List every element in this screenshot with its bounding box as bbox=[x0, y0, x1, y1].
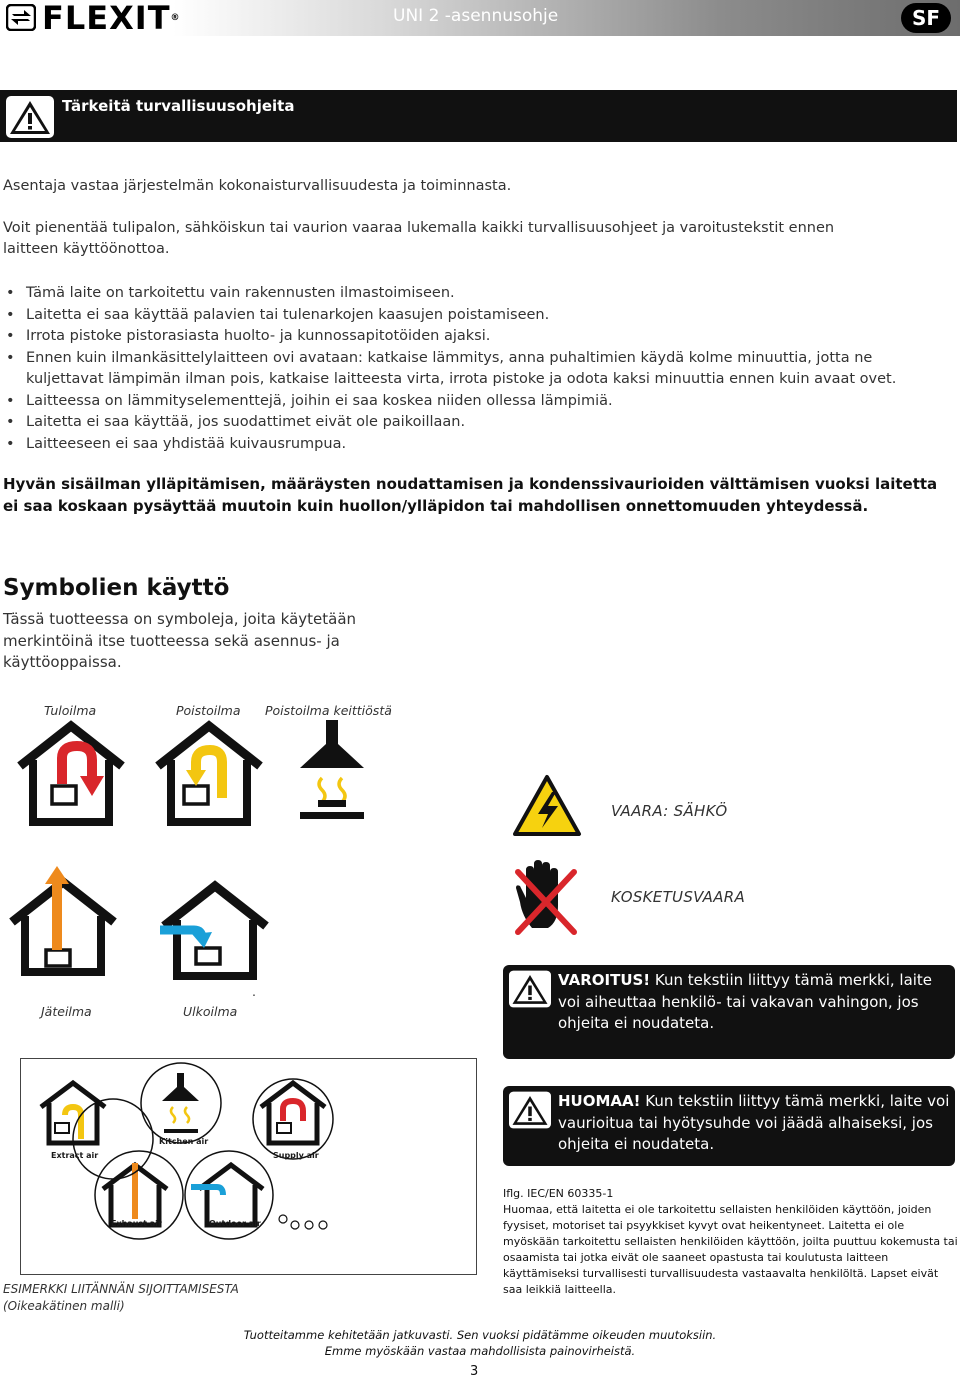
diagram-supply-label: Supply air bbox=[273, 1151, 319, 1160]
supply-air-house-icon bbox=[12, 720, 130, 830]
symbols-heading: Symbolien käyttö bbox=[3, 575, 230, 601]
diagram-exhaust-label: Exhaust air bbox=[111, 1219, 162, 1228]
warning-triangle-icon bbox=[6, 96, 54, 138]
exhaust-air-house-icon bbox=[4, 866, 122, 976]
notice-heading: HUOMAA! bbox=[558, 1092, 641, 1110]
list-item: • Laitetta ei saa käyttää, jos suodattimet eivät ole paikoillaan. bbox=[3, 412, 903, 434]
stray-dot: . bbox=[252, 984, 256, 999]
document-title: UNI 2 -asennusohje bbox=[393, 6, 559, 26]
footer-line-1: Tuotteitamme kehitetään jatkuvasti. Sen vuoksi pidätämme oikeuden muutoksiin. bbox=[243, 1328, 717, 1342]
safety-bullet-list bbox=[3, 283, 903, 455]
warning-triangle-icon bbox=[509, 970, 551, 1008]
safety-paragraph-2: Voit pienentää tulipalon, sähköiskun tai vaurion vaaraa lukemalla kaikki turvallisuusohjeet ja varoitustekstit ennen laitteen käyttöönottoa. bbox=[3, 220, 835, 257]
iec-text: Huomaa, että laitetta ei ole tarkoitettu sellaisten henkilöiden käyttöön, joiden fyysiset, motoriset tai psyykkiset kyvyt ovat heikentyneet. Laitetta ei ole myöskään tarkoitettu sellaisten henkilöiden käyttöön, joilta puuttuu kokemusta tai osaamista tai jotka eivät ole saaneet opastusta tai koulutusta laitteen käyttämiseksi turvallisesti turvallisuudesta vastaavalta henkilöltä. Lapset eivät saa leikkiä laitteella. bbox=[503, 1203, 958, 1296]
electric-hazard-icon bbox=[512, 774, 582, 838]
touch-hazard-label: KOSKETUSVAARA bbox=[611, 888, 746, 906]
no-touch-hand-icon bbox=[512, 856, 582, 936]
warning-heading: VAROITUS! bbox=[558, 971, 651, 989]
outdoor-air-label: Ulkoilma bbox=[183, 1004, 238, 1019]
diagram-caption: ESIMERKKI LIITÄNNÄN SIJOITTAMISESTA bbox=[3, 1282, 239, 1296]
iec-note bbox=[503, 1186, 958, 1298]
extract-air-label: Poistoilma bbox=[176, 703, 241, 718]
kitchen-air-label: Poistoilma keittiöstä bbox=[265, 703, 392, 718]
electric-hazard-label: VAARA: SÄHKÖ bbox=[611, 802, 728, 820]
notice-triangle-icon bbox=[509, 1091, 551, 1129]
list-item: • Ennen kuin ilmankäsittelylaitteen ovi avataan: katkaise lämmitys, anna puhaltimien käydä kolme minuuttia, jotta ne kuljettavat lämpimän ilman pois, katkaise laitteesta virta, irrota pistoke ja odota kaksi minuuttia ennen kuin avaat ovet. bbox=[3, 348, 903, 391]
footer-line-2: Emme myöskään vastaa mahdollisista painovirheistä. bbox=[324, 1344, 636, 1358]
list-item: • Laitetta ei saa käyttää palavien tai tulenarkojen kaasujen poistamiseen. bbox=[3, 305, 903, 327]
diagram-outdoor-label: Outdoor air bbox=[209, 1219, 261, 1228]
safety-title: Tärkeitä turvallisuusohjeita bbox=[62, 97, 295, 115]
page-footer bbox=[200, 1327, 760, 1359]
registered-mark: ® bbox=[170, 13, 181, 23]
supply-air-label: Tuloilma bbox=[44, 703, 97, 718]
list-item: • Tämä laite on tarkoitettu vain rakennusten ilmastoimiseen. bbox=[3, 283, 903, 305]
connection-diagram bbox=[20, 1058, 477, 1275]
symbols-intro: Tässä tuotteessa on symboleja, joita käytetään merkintöinä itse tuotteessa sekä asennus- ja käyttöoppaissa. bbox=[3, 610, 357, 671]
list-item: • Laitteessa on lämmityselementtejä, joihin ei saa koskea niiden ollessa lämpimiä. bbox=[3, 391, 903, 413]
important-note: Hyvän sisäilman ylläpitämisen, määräysten noudattamisen ja kondenssivaurioiden välttämisen vuoksi laitetta ei saa koskaan pysäyttää muutoin kuin huollon/ylläpidon tai mahdollisen onnettomuuden yhteydessä. bbox=[3, 475, 938, 515]
diagram-kitchen-label: Kitchen air bbox=[159, 1137, 209, 1146]
extract-air-house-icon bbox=[150, 720, 268, 830]
diagram-houses-icon bbox=[21, 1059, 476, 1274]
brand-logo-text: FLEXIT® bbox=[42, 0, 181, 37]
flexit-logo-icon bbox=[6, 4, 36, 31]
iec-heading: Iflg. IEC/EN 60335-1 bbox=[503, 1187, 614, 1200]
notice-body: Kun tekstiin liittyy tämä merkki, laite voi vaurioitua tai hyötysuhde voi jäädä alhaiseksi, jos ohjeita ei noudateta. bbox=[558, 1092, 950, 1153]
outdoor-air-house-icon bbox=[156, 880, 274, 980]
page-number: 3 bbox=[470, 1364, 479, 1379]
diagram-extract-label: Extract air bbox=[51, 1151, 99, 1160]
warning-body: Kun tekstiin liittyy tämä merkki, laite voi aiheuttaa henkilö- tai vakavan vahingon, jos ohjeita ei noudateta. bbox=[558, 971, 933, 1032]
list-item: • Laitteeseen ei saa yhdistää kuivausrumpua. bbox=[3, 434, 903, 456]
kitchen-hood-icon bbox=[296, 718, 368, 830]
list-item: • Irrota pistoke pistorasiasta huolto- ja kunnossapitotöiden ajaksi. bbox=[3, 326, 903, 348]
safety-paragraph-1: Asentaja vastaa järjestelmän kokonaisturvallisuudesta ja toiminnasta. bbox=[3, 178, 512, 194]
language-badge: SF bbox=[901, 3, 951, 33]
diagram-caption-sub: (Oikeakätinen malli) bbox=[3, 1299, 125, 1313]
exhaust-air-label: Jäteilma bbox=[41, 1004, 92, 1019]
warning-text bbox=[558, 970, 950, 1035]
notice-text bbox=[558, 1091, 950, 1156]
